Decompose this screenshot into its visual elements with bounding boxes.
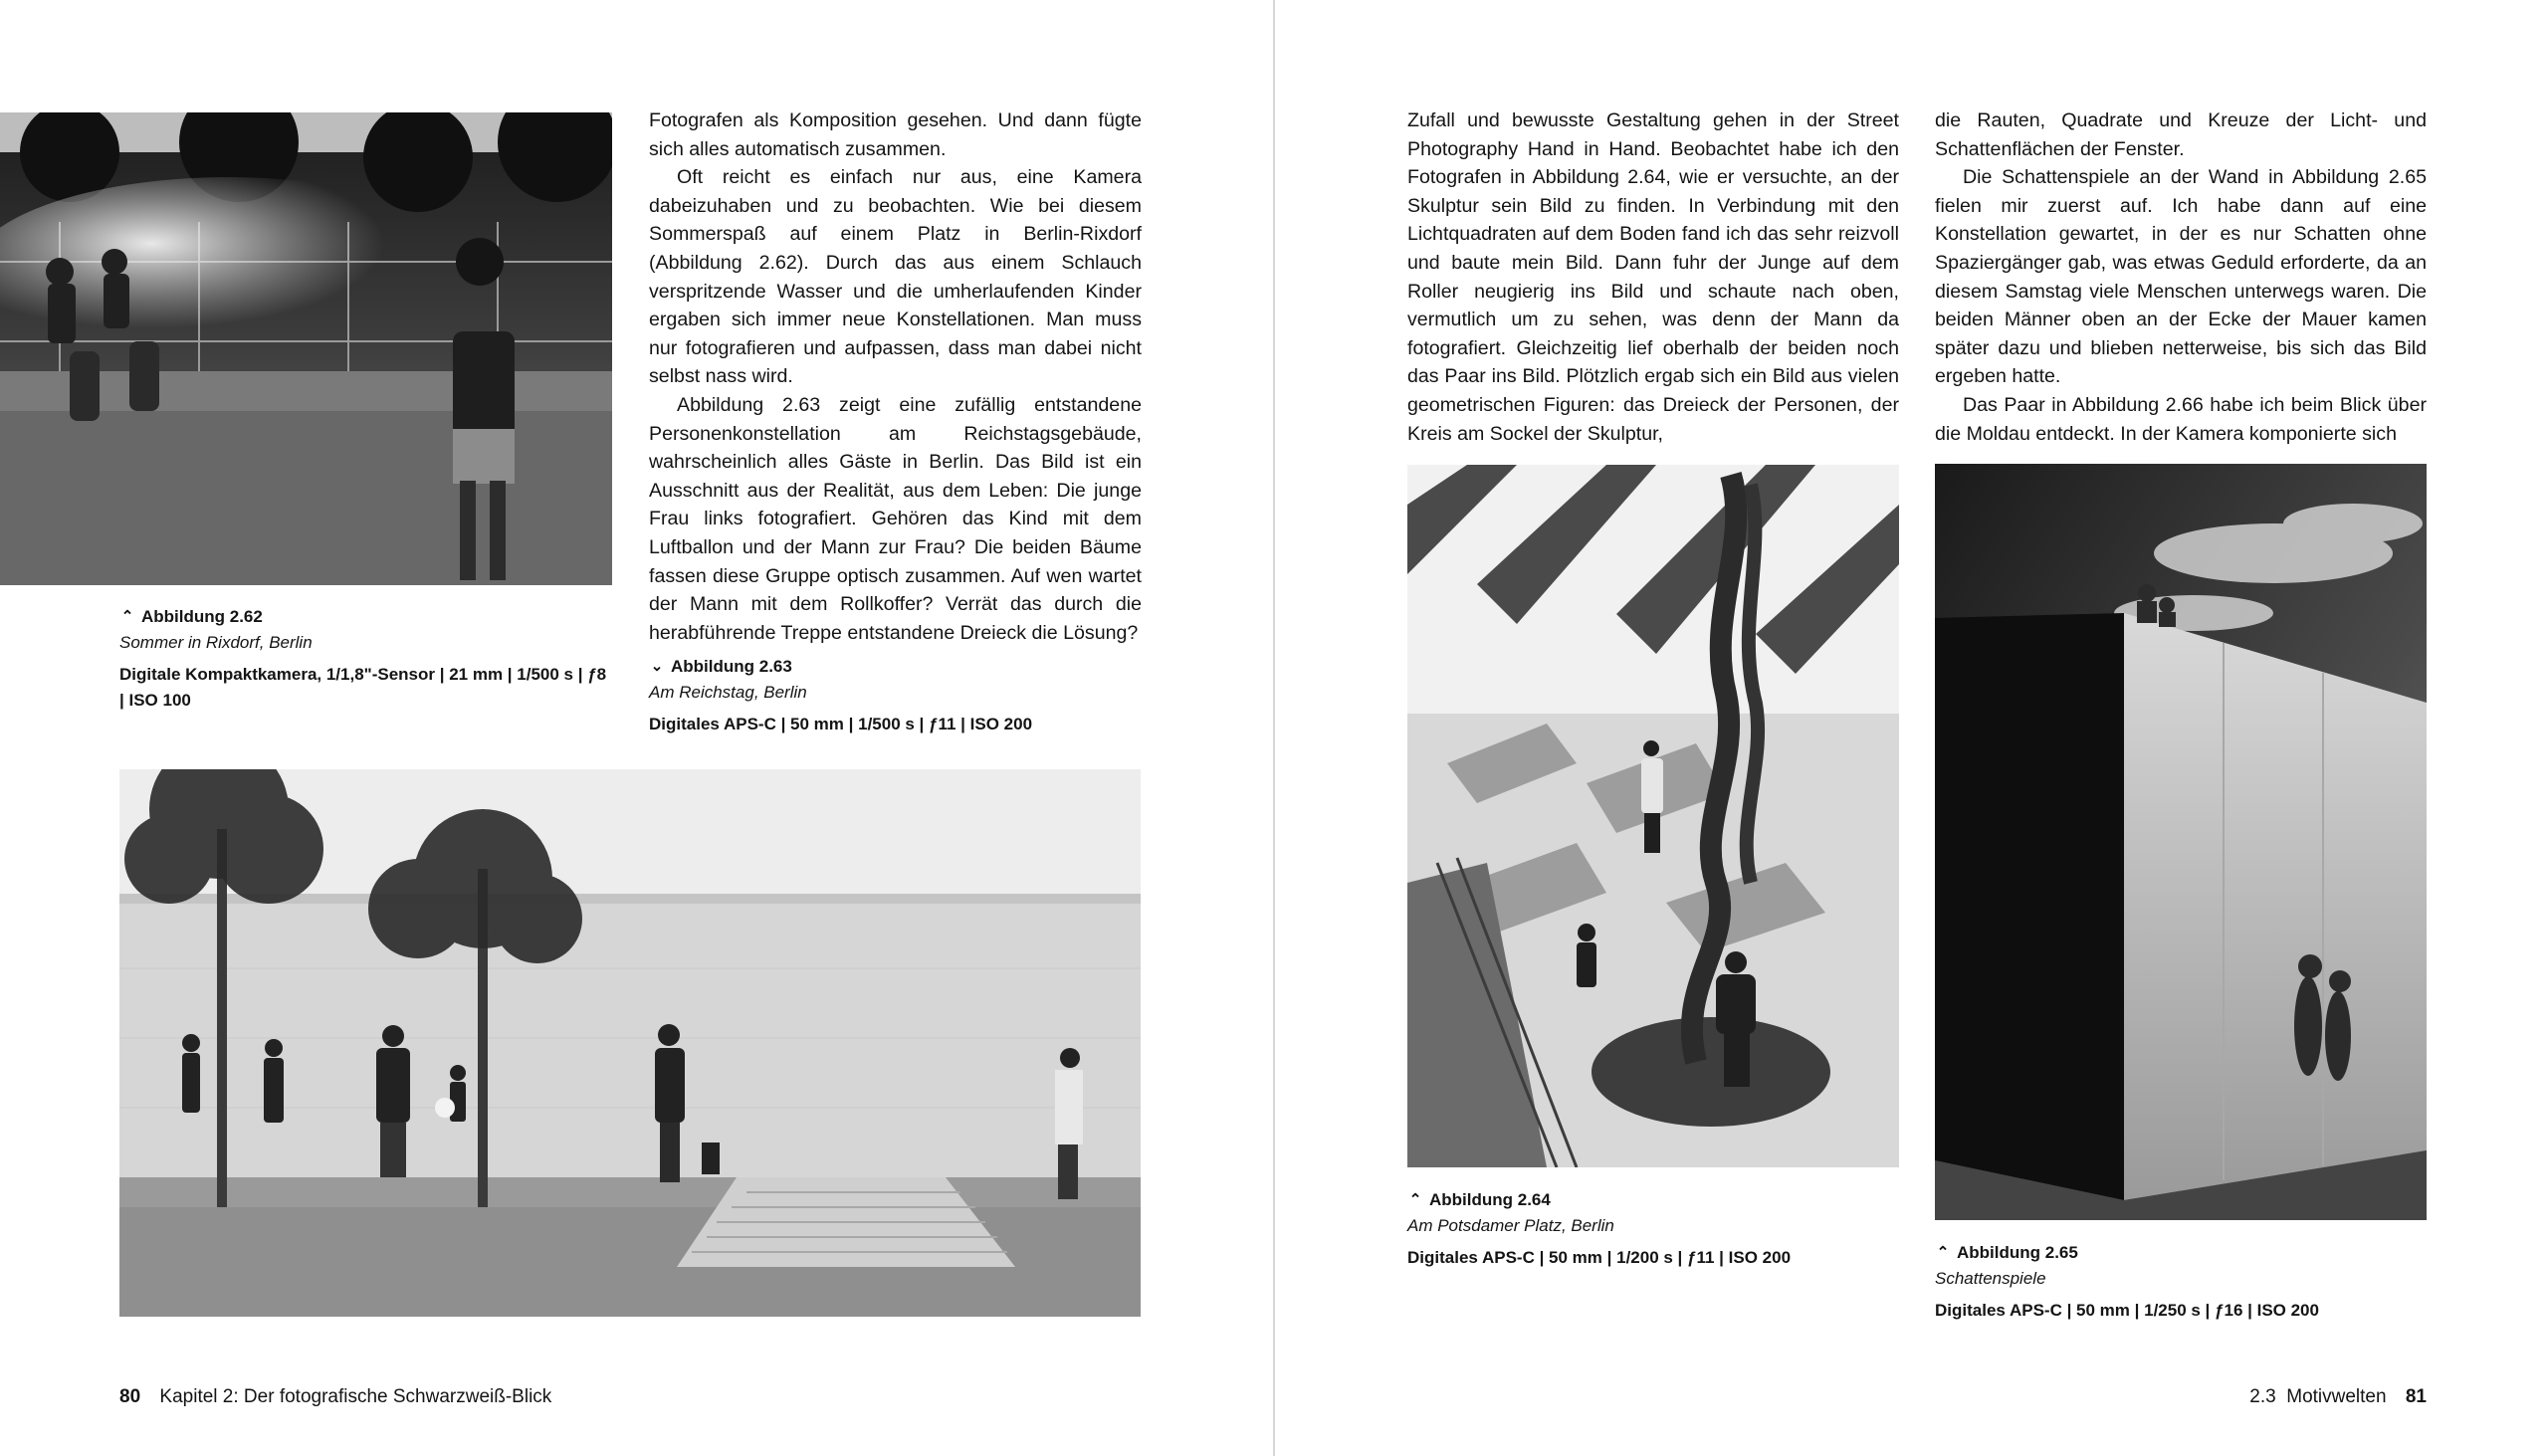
figure-label: Abbildung 2.65 <box>1957 1243 2078 1262</box>
figure-title: Am Potsdamer Platz, Berlin <box>1407 1216 1614 1235</box>
caption-fig-263 <box>649 654 1167 737</box>
figure-specs: Digitales APS-C | 50 mm | 1/250 s | ƒ16 | ISO 200 <box>1935 1301 2319 1320</box>
left-text-column <box>649 106 1142 647</box>
up-arrow-icon: ⌃ <box>120 608 134 625</box>
figure-title: Sommer in Rixdorf, Berlin <box>119 633 313 652</box>
photo-am-potsdamer-platz <box>1407 465 1899 1167</box>
figure-label: Abbildung 2.63 <box>671 657 792 676</box>
paragraph: Fotografen als Komposition gesehen. Und dann fügte sich alles automatisch zusammen. <box>649 109 1142 160</box>
figure-specs: Digitales APS-C | 50 mm | 1/500 s | ƒ11 | ISO 200 <box>649 715 1033 733</box>
up-arrow-icon: ⌃ <box>1936 1244 1950 1261</box>
figure-label: Abbildung 2.64 <box>1429 1190 1551 1209</box>
figure-title: Am Reichstag, Berlin <box>649 683 807 702</box>
caption-fig-264 <box>1407 1187 1925 1271</box>
photo-am-reichstag <box>119 769 1141 1317</box>
running-header: Kapitel 2: Der fotografische Schwarzweiß-Blick <box>159 1386 552 1407</box>
paragraph: Oft reicht es einfach nur aus, eine Kamera dabeizuhaben und zu beobachten. Wie bei diesem Sommerspaß auf einem Platz in Berlin-Rixdorf (Abbildung 2.62). Durch das aus einem Schlauch verspritzende Wasser und die umherlaufenden Kinder ergaben sich immer neue Konstellationen. Man muss nur fotografieren und aufpassen, dass man dabei nicht selbst nass wird. <box>649 166 1142 388</box>
caption-heading <box>1407 1187 1925 1213</box>
caption-fig-262 <box>119 604 637 714</box>
caption-heading <box>649 654 1167 680</box>
figure-title: Schattenspiele <box>1935 1269 2046 1288</box>
photo-sommer-in-rixdorf <box>0 112 612 585</box>
figure-specs: Digitale Kompaktkamera, 1/1,8"-Sensor | 21 mm | 1/500 s | ƒ8 | ISO 100 <box>119 665 607 710</box>
photo-schattenspiele <box>1935 464 2427 1220</box>
figure-label: Abbildung 2.62 <box>141 607 263 626</box>
up-arrow-icon: ⌃ <box>1408 1191 1422 1208</box>
running-header: 2.3 Motivwelten <box>2249 1386 2387 1407</box>
footer-left <box>119 1386 551 1408</box>
paragraph: die Rauten, Quadrate und Kreuze der Licht- und Schattenflächen der Fenster. <box>1935 109 2427 160</box>
paragraph: Die Schattenspiele an der Wand in Abbildung 2.65 fielen mir zuerst auf. Ich habe dann auf eine Konstellation gewartet, in der es nur Schatten ohne Spaziergänger gab, was etwas Geduld erforderte, da an diesem Samstag viele Menschen unterwegs waren. Die beiden Männer oben an der Ecke der Mauer kamen später dazu und blieben netterweise, bis sich das Bild ergeben hatte. <box>1935 166 2427 388</box>
paragraph: Zufall und bewusste Gestaltung gehen in der Street Photography Hand in Hand. Beobachtet habe ich den Fotografen in Abbildung 2.64, wie er versuchte, an der Skulptur sein Bild zu finden. In Verbindung mit den Lichtquadraten auf dem Boden fand ich das sehr reizvoll und baute mein Bild. Dann fuhr der Junge auf dem Roller neugierig ins Bild und schaute nach oben, vermutlich um zu sehen, was denn der Mann da fotografiert. Gleichzeitig lief oberhalb der beiden noch das Paar ins Bild. Plötzlich ergab sich ein Bild aus vielen geometrischen Figuren: das Dreieck der Personen, der Kreis am Sockel der Skulptur, <box>1407 109 1899 445</box>
paragraph: Abbildung 2.63 zeigt eine zufällig entstandene Personenkonstellation am Reichstagsgebäude, wahrscheinlich alles Gäste in Berlin. Das Bild ist ein Ausschnitt aus der Realität, aus dem Leben: Die junge Frau links fotografiert. Gehören das Kind mit dem Luftballon und der Mann zur Frau? Die beiden Bäume fassen diese Gruppe optisch zusammen. Auf wen wartet der Mann mit dem Rollkoffer? Verrät das durch die herabführende Treppe entstandene Dreieck die Lösung? <box>649 393 1142 644</box>
right-text-column-2 <box>1935 106 2427 448</box>
down-arrow-icon: ⌄ <box>650 658 664 675</box>
page-number: 81 <box>2405 1386 2427 1407</box>
figure-specs: Digitales APS-C | 50 mm | 1/200 s | ƒ11 | ISO 200 <box>1407 1248 1792 1267</box>
caption-fig-265 <box>1935 1240 2452 1324</box>
caption-heading <box>1935 1240 2452 1266</box>
page-number: 80 <box>119 1386 141 1407</box>
spread-gutter <box>1273 0 1275 1456</box>
right-text-column-1 <box>1407 106 1899 448</box>
caption-heading <box>119 604 637 630</box>
footer-right <box>2249 1386 2427 1408</box>
paragraph: Das Paar in Abbildung 2.66 habe ich beim Blick über die Moldau entdeckt. In der Kamera komponierte sich <box>1935 393 2427 445</box>
